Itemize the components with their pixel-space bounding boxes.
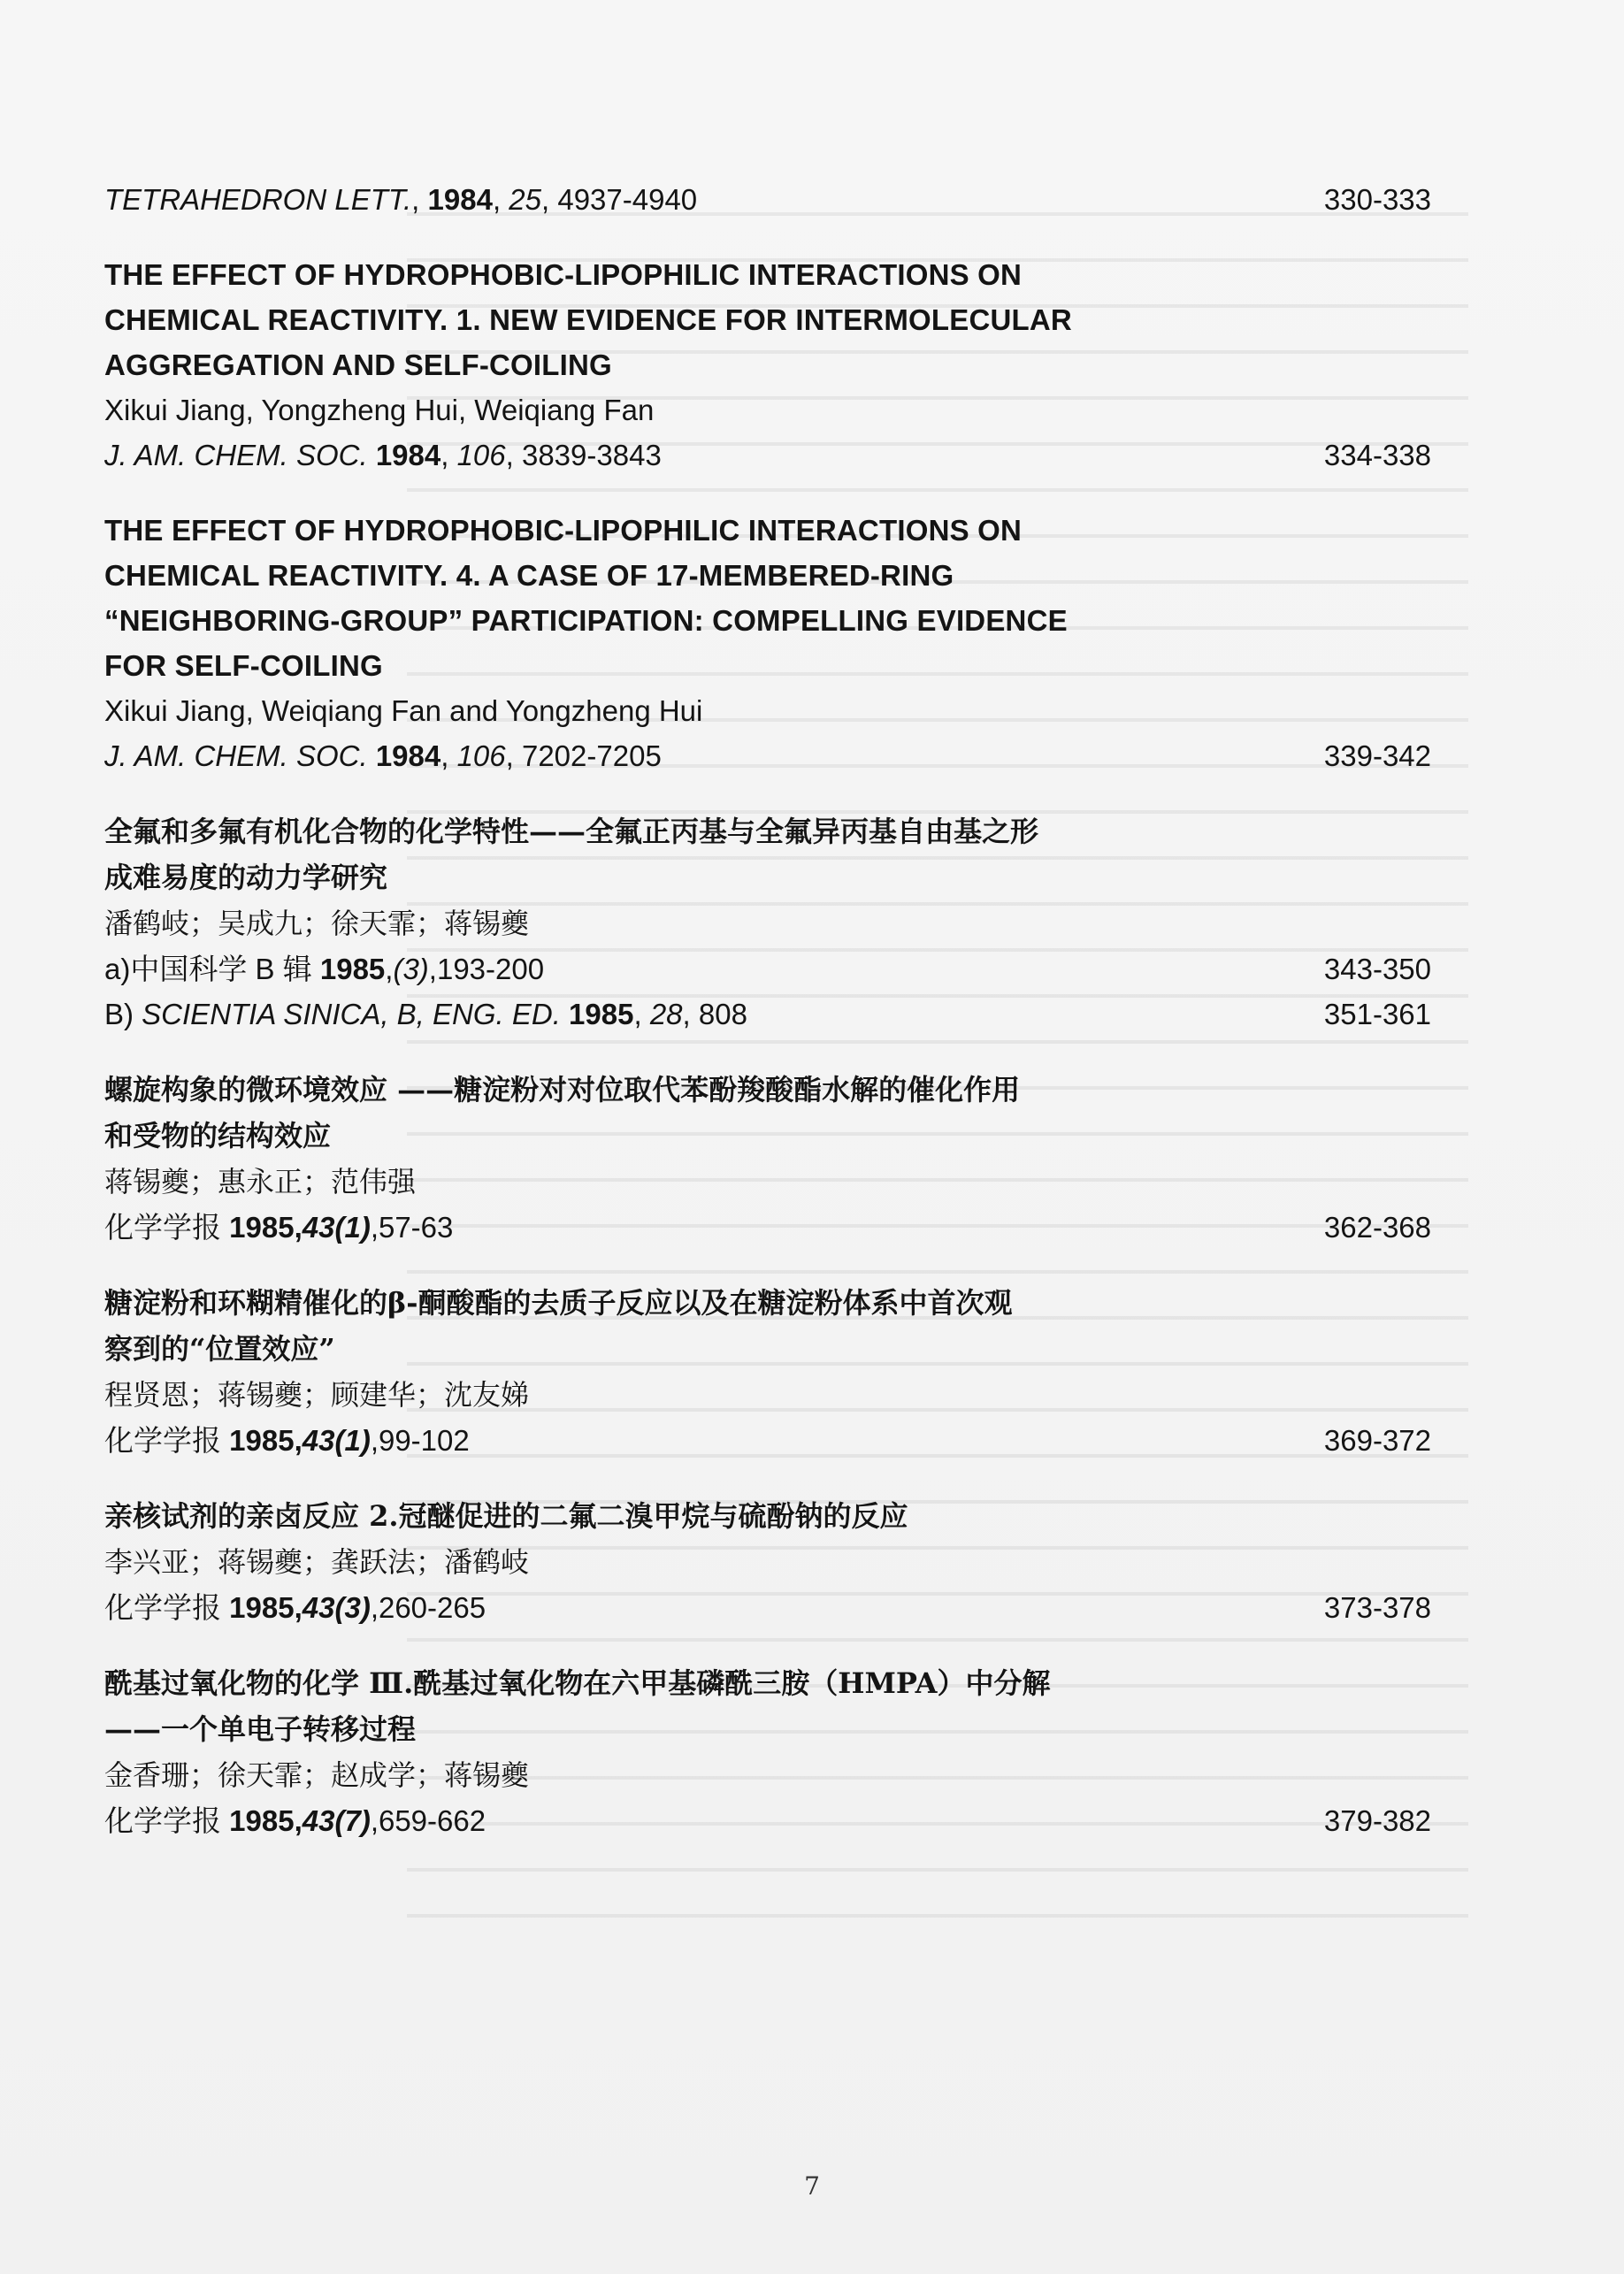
bibliography-entry xyxy=(104,1280,1431,1463)
entry-title-line: 和受物的结构效应 xyxy=(104,1119,332,1152)
entry-citation xyxy=(104,1418,1431,1463)
entry-title-line: 酰基过氧化物的化学 Ⅲ.酰基过氧化物在六甲基磷酰三胺（HMPA）中分解 xyxy=(104,1666,1051,1700)
entry-title-line: 螺旋构象的微环境效应 ——糖淀粉对对位取代苯酚羧酸酯水解的催化作用 xyxy=(104,1073,1021,1106)
citation-part: , xyxy=(411,183,428,216)
citation-pages: 334-338 xyxy=(1323,439,1431,471)
entry-title-line: AGGREGATION AND SELF-COILING xyxy=(104,348,612,381)
entry-authors: 潘鹤岐；吴成九；徐天霏；蒋锡夔 xyxy=(104,907,530,940)
citation-part: , 4937-4940 xyxy=(541,183,698,216)
bibliography-entry xyxy=(104,1067,1431,1250)
entry-authors: 程贤恩；蒋锡夔；顾建华；沈友娣 xyxy=(104,1378,530,1412)
entry-authors: Xikui Jiang, Yongzheng Hui, Weiqiang Fan xyxy=(104,394,655,426)
entry-title-line: FOR SELF-COILING xyxy=(104,649,383,682)
citation-part: SCIENTIA SINICA, B, ENG. ED. xyxy=(142,998,561,1030)
citation-part xyxy=(561,998,569,1030)
citation-pages: 330-333 xyxy=(1323,183,1431,216)
entry-title-line: 亲核试剂的亲卤反应 2.冠醚促进的二氟二溴甲烷与硫酚钠的反应 xyxy=(104,1499,908,1533)
entry-citation xyxy=(104,946,1431,992)
citation-pages: 339-342 xyxy=(1323,739,1431,772)
bibliography-entry xyxy=(104,252,1431,478)
bibliography-entry xyxy=(104,508,1431,778)
citation-part: B) xyxy=(104,998,142,1030)
citation-part: ,659-662 xyxy=(370,1804,486,1837)
citation-part: ,57-63 xyxy=(370,1211,454,1244)
entry-citation xyxy=(104,992,1431,1037)
citation-part: 106 xyxy=(456,439,506,471)
citation-part: 43(3) xyxy=(302,1591,371,1624)
entry-title-line: 糖淀粉和环糊精催化的β-酮酸酯的去质子反应以及在糖淀粉体系中首次观 xyxy=(104,1286,1013,1320)
entry-title-line: 成难易度的动力学研究 xyxy=(104,861,388,894)
entry-title-line: 全氟和多氟有机化合物的化学特性——全氟正丙基与全氟异丙基自由基之形 xyxy=(104,815,1039,848)
citation-part: ,193-200 xyxy=(428,953,545,985)
citation-part: , xyxy=(440,739,457,772)
citation-part: 1984 xyxy=(375,439,441,471)
citation-part: 1984 xyxy=(375,739,441,772)
citation-reference xyxy=(104,992,747,1037)
citation-reference xyxy=(104,946,544,992)
citation-reference xyxy=(104,733,662,778)
entry-title-line: 察到的“位置效应” xyxy=(104,1332,335,1366)
citation-part: , xyxy=(492,183,509,216)
citation-pages: 369-372 xyxy=(1323,1424,1431,1457)
citation-part: TETRAHEDRON LETT. xyxy=(104,183,412,216)
entry-title-line: THE EFFECT OF HYDROPHOBIC-LIPOPHILIC INTERACTIONS ON xyxy=(104,258,1023,291)
citation-part: 43(1) xyxy=(302,1211,371,1244)
bibliography-entry xyxy=(104,808,1431,1037)
citation-pages: 362-368 xyxy=(1323,1211,1431,1244)
entry-authors: 李兴亚；蒋锡夔；龚跃法；潘鹤岐 xyxy=(104,1545,530,1579)
citation-reference xyxy=(104,433,662,478)
entry-title-line: CHEMICAL REACTIVITY. 1. NEW EVIDENCE FOR INTERMOLECULAR xyxy=(104,303,1072,336)
citation-reference xyxy=(104,1205,453,1250)
citation-part: 43(7) xyxy=(302,1804,371,1837)
entry-authors: 金香珊；徐天霏；赵成学；蒋锡夔 xyxy=(104,1758,530,1792)
citation-part: 化学学报 xyxy=(104,1591,230,1624)
citation-pages: 351-361 xyxy=(1323,998,1431,1030)
citation-part: 1985, xyxy=(229,1591,303,1624)
citation-pages: 379-382 xyxy=(1323,1804,1431,1837)
citation-part: ,99-102 xyxy=(370,1424,470,1457)
citation-part: 43(1) xyxy=(302,1424,371,1457)
citation-part: J. AM. CHEM. SOC. xyxy=(104,439,368,471)
citation-part: 1985, xyxy=(229,1424,303,1457)
bibliography-entry xyxy=(104,177,1431,222)
citation-reference xyxy=(104,177,697,222)
citation-part: 1985, xyxy=(229,1211,303,1244)
citation-part: (3) xyxy=(393,953,429,985)
citation-part: , xyxy=(385,953,394,985)
entry-citation xyxy=(104,733,1431,778)
entry-title-line: “NEIGHBORING-GROUP” PARTICIPATION: COMPELLING EVIDENCE xyxy=(104,604,1068,637)
citation-part: , xyxy=(633,998,650,1030)
citation-part: ,260-265 xyxy=(370,1591,486,1624)
entry-title-line: CHEMICAL REACTIVITY. 4. A CASE OF 17-MEMBERED-RING xyxy=(104,559,954,592)
citation-pages: 343-350 xyxy=(1323,953,1431,985)
citation-reference xyxy=(104,1585,486,1630)
entry-citation xyxy=(104,177,1431,222)
entry-citation xyxy=(104,1205,1431,1250)
citation-part: 化学学报 xyxy=(104,1804,230,1837)
bibliography-entry xyxy=(104,1493,1431,1630)
entry-title-line: ——一个单电子转移过程 xyxy=(104,1712,417,1746)
entry-title-line: THE EFFECT OF HYDROPHOBIC-LIPOPHILIC INTERACTIONS ON xyxy=(104,514,1023,547)
citation-part: 1984 xyxy=(427,183,493,216)
entry-authors: Xikui Jiang, Weiqiang Fan and Yongzheng Hui xyxy=(104,694,703,727)
entry-citation xyxy=(104,1585,1431,1630)
citation-part: 1985 xyxy=(569,998,634,1030)
bibliography-list xyxy=(104,177,1431,1873)
citation-part xyxy=(368,739,376,772)
citation-part: 25 xyxy=(509,183,541,216)
citation-pages: 373-378 xyxy=(1323,1591,1431,1624)
citation-part xyxy=(368,439,376,471)
page-number: 7 xyxy=(804,2171,820,2201)
citation-reference xyxy=(104,1418,470,1463)
citation-reference xyxy=(104,1798,486,1843)
citation-part: 106 xyxy=(456,739,506,772)
citation-part: 28 xyxy=(649,998,683,1030)
citation-part: , 7202-7205 xyxy=(505,739,662,772)
citation-part: , 808 xyxy=(682,998,747,1030)
citation-part: , xyxy=(440,439,457,471)
citation-part: 1985, xyxy=(229,1804,303,1837)
citation-part: 化学学报 xyxy=(104,1424,230,1457)
citation-part: 化学学报 xyxy=(104,1211,230,1244)
entry-authors: 蒋锡夔；惠永正；范伟强 xyxy=(104,1165,417,1198)
citation-part: a)中国科学 B 辑 xyxy=(104,953,320,985)
entry-citation xyxy=(104,1798,1431,1843)
bibliography-entry xyxy=(104,1660,1431,1843)
entry-citation xyxy=(104,433,1431,478)
citation-part: , 3839-3843 xyxy=(505,439,662,471)
citation-part: J. AM. CHEM. SOC. xyxy=(104,739,368,772)
citation-part: 1985 xyxy=(319,953,386,985)
